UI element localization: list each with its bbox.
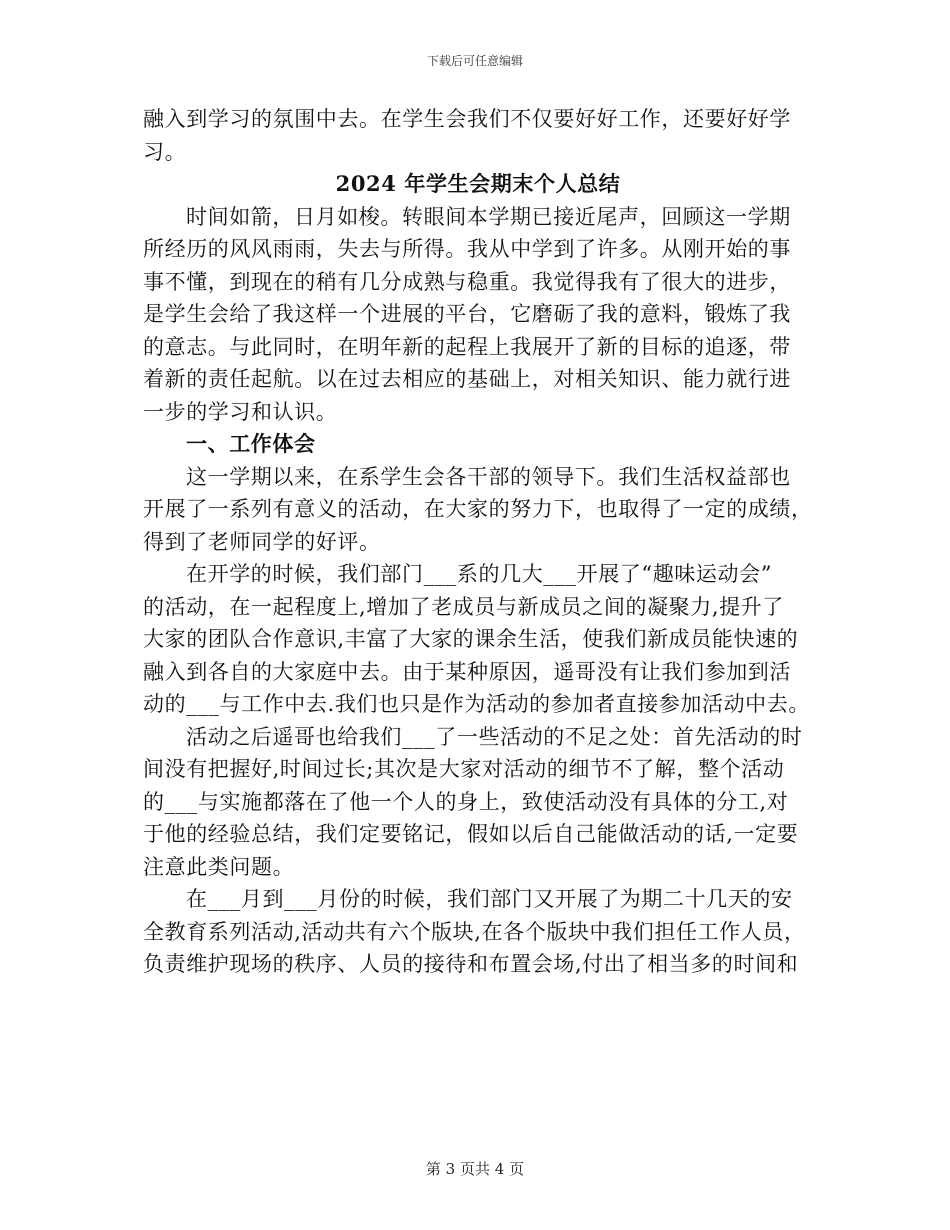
text-line: 所经历的风风雨雨，失去与所得。我从中学到了许多。从刚开始的事 [143,237,791,261]
text-line: 时间如箭，日月如梭。转眼间本学期已接近尾声，回顾这一学期 [186,204,791,229]
text-line: 活动之后遥哥也给我们___了一些活动的不足之处：首先活动的时 [186,724,803,749]
text-line: 在开学的时候，我们部门___系的几大___开展了“趣味运动会” [186,562,773,586]
text-line: 习。 [143,139,187,164]
text-line: 大家的团队合作意识,丰富了大家的课余生活，使我们新成员能快速的 [143,627,799,651]
text-line: 的___与实施都落在了他一个人的身上，致使活动没有具体的分工,对 [143,789,789,814]
text-line: 的意志。与此同时，在明年新的起程上我展开了新的目标的追逐，带 [143,334,791,359]
text-line: 着新的责任起航。以在过去相应的基础上，对相关知识、能力就行进 [143,367,791,391]
text-line: 注意此类问题。 [143,854,295,879]
text-line: 动的___与工作中去.我们也只是作为活动的参加者直接参加活动中去。 [143,692,810,716]
text-line: 于他的经验总结，我们定要铭记，假如以后自己能做活动的话,一定要 [143,822,799,846]
text-line: 全教育系列活动,活动共有六个版块,在各个版块中我们担任工作人员， [143,919,806,944]
text-line: 间没有把握好,时间过长;其次是大家对活动的细节不了解，整个活动 [143,757,785,781]
text-line: 这一学期以来，在系学生会各干部的领导下。我们生活权益部也 [186,464,791,489]
text-line: 一步的学习和认识。 [143,399,338,424]
section-heading: 一、工作体会 [186,431,316,456]
document-title: 2024 年学生会期末个人总结 [335,171,621,196]
text-line: 的活动，在一起程度上,增加了老成员与新成员之间的凝聚力,提升了 [143,594,784,619]
text-line: 融入到各自的大家庭中去。由于某种原因，遥哥没有让我们参加到活 [143,659,791,684]
page-footer: 第 3 页共 4 页 [425,1160,525,1178]
text-line: 事不懂，到现在的稍有几分成熟与稳重。我觉得我有了很大的进步， [143,269,791,294]
text-line: 融入到学习的氛围中去。在学生会我们不仅要好好工作，还要好好学 [143,107,791,131]
text-line: 是学生会给了我这样一个进展的平台，它磨砺了我的意料，锻炼了我 [143,302,791,326]
document-body [143,103,813,981]
text-line: 得到了老师同学的好评。 [143,529,381,554]
text-line: 在___月到___月份的时候，我们部门又开展了为期二十几天的安 [186,887,793,911]
text-line: 负责维护现场的秩序、人员的接待和布置会场,付出了相当多的时间和 [143,952,799,976]
text-line: 开展了一系列有意义的活动，在大家的努力下，也取得了一定的成绩， [143,497,813,521]
page-header: 下载后可任意编辑 [426,54,523,68]
